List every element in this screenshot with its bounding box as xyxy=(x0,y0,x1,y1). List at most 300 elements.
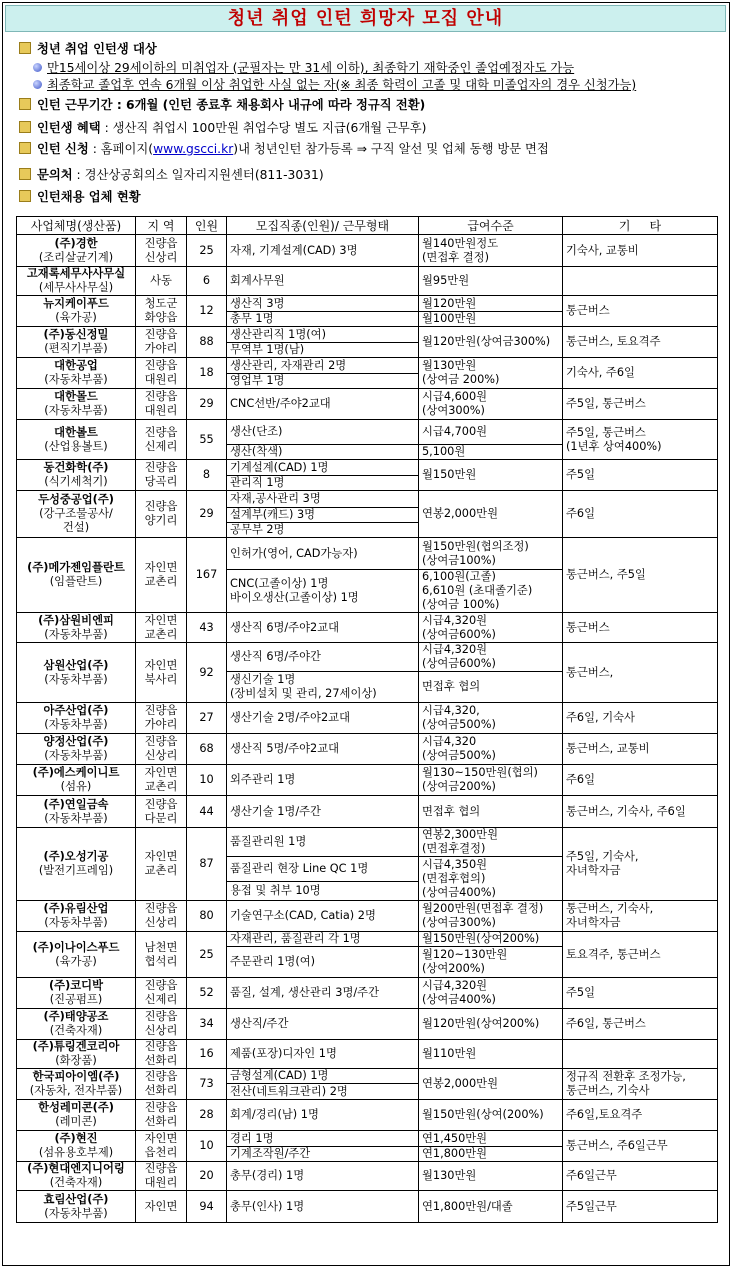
job-cell: 생산직 6명/주야2교대 xyxy=(227,613,419,643)
pay-cell: 6,100원(고졸) 6,610원 (초대졸기준) (상여금 100%) xyxy=(419,570,563,613)
job-cell: 무역부 1명(남) xyxy=(227,343,419,358)
company-name: 동건화학(주) xyxy=(43,461,109,474)
square-bullet-icon xyxy=(19,142,31,154)
square-bullet-icon xyxy=(19,121,31,133)
job-cell: 금형설계(CAD) 1명 xyxy=(227,1069,419,1084)
job-cell: 생산직 3명 xyxy=(227,296,419,312)
job-cell: 품질관리원 1명 xyxy=(227,828,419,857)
job-cell: 품질관리 현장 Line QC 1명 xyxy=(227,857,419,882)
etc-cell: 통근버스, 교통비 xyxy=(563,734,718,765)
job-cell: 생산(단조) xyxy=(227,420,419,445)
company-product: (자동차부품) xyxy=(44,1206,108,1220)
section-contact-label: 문의처 xyxy=(37,168,73,182)
job-cell: 생산(착색) xyxy=(227,445,419,460)
job-cell: 자재, 기계설계(CAD) 3명 xyxy=(227,235,419,267)
company-name: 한성레미콘(주) xyxy=(38,1101,114,1114)
header-pay: 급여수준 xyxy=(419,217,563,235)
company-product: (세무사사무실) xyxy=(38,281,114,294)
etc-cell: 주5일 xyxy=(563,460,718,491)
pay-cell: 월100만원 xyxy=(419,312,563,327)
region-cell: 자인면 교촌리 xyxy=(136,613,187,643)
company-name: (주)경한 xyxy=(54,236,98,250)
company-cell xyxy=(17,1069,136,1100)
region-cell: 진량읍 신제리 xyxy=(136,420,187,460)
region-cell: 청도군 화양읍 xyxy=(136,296,187,327)
company-name: (주)태양공조 xyxy=(43,1010,109,1023)
company-cell xyxy=(17,643,136,703)
headcount-cell: 34 xyxy=(187,1009,227,1040)
company-name: 고재록세무사사무실 xyxy=(26,267,126,280)
pay-cell: 면접후 협의 xyxy=(419,796,563,828)
section-benefit-text: : 생산직 취업시 100만원 취업수당 별도 지급(6개월 근무후) xyxy=(100,121,427,135)
headcount-cell: 80 xyxy=(187,901,227,932)
headcount-cell: 68 xyxy=(187,734,227,765)
pay-cell: 연1,450만원 xyxy=(419,1131,563,1147)
company-product: (진공펌프) xyxy=(49,993,103,1006)
table-row xyxy=(17,358,718,374)
company-cell xyxy=(17,1009,136,1040)
headcount-cell: 44 xyxy=(187,796,227,828)
company-name: (주)메가젠임플란트 xyxy=(27,561,125,574)
table-row xyxy=(17,296,718,312)
company-product: (자동차부품) xyxy=(44,373,108,386)
company-name: 뉴지케이푸드 xyxy=(43,297,109,310)
region-cell: 진량읍 대원리 xyxy=(136,1162,187,1191)
region-cell: 진량읍 당곡리 xyxy=(136,460,187,491)
section-period xyxy=(19,97,425,113)
company-name: (주)이나이스푸드 xyxy=(32,940,120,954)
headcount-cell: 55 xyxy=(187,420,227,460)
job-cell: 생산직/주간 xyxy=(227,1009,419,1040)
job-cell: 공무부 2명 xyxy=(227,523,419,538)
table-row xyxy=(17,765,718,796)
company-product: (식기세척기) xyxy=(44,475,108,488)
pay-cell: 월120만원(상여금300%) xyxy=(419,327,563,358)
company-product: (자동차부품) xyxy=(44,627,108,641)
company-cell xyxy=(17,1191,136,1223)
company-cell xyxy=(17,460,136,491)
pay-cell: 월120만원 xyxy=(419,296,563,312)
section-apply-pre: : 홈페이지( xyxy=(88,142,154,156)
job-cell: 생산관리직 1명(여) xyxy=(227,327,419,343)
header-jobs: 모집직종(인원)/ 근무형태 xyxy=(227,217,419,235)
company-product: (건축자재) xyxy=(49,1024,103,1037)
company-cell xyxy=(17,1040,136,1069)
table-header-row xyxy=(17,217,718,235)
company-product: (화장품) xyxy=(55,1054,97,1067)
job-cell: 경리 1명 xyxy=(227,1131,419,1147)
job-cell: 자재관리, 품질관리 각 1명 xyxy=(227,932,419,947)
pay-cell: 시급4,700원 xyxy=(419,420,563,445)
etc-cell: 주6일근무 xyxy=(563,1162,718,1191)
target-item-2 xyxy=(33,77,636,93)
pay-cell: 월150만원(상여(200%) xyxy=(419,1100,563,1131)
company-cell xyxy=(17,1131,136,1162)
etc-cell xyxy=(563,267,718,296)
pay-cell: 월95만원 xyxy=(419,267,563,296)
company-name: (주)에스케이니트 xyxy=(32,766,120,779)
etc-cell: 통근버스 xyxy=(563,613,718,643)
header-etc: 기 타 xyxy=(563,217,718,235)
headcount-cell: 16 xyxy=(187,1040,227,1069)
table-row xyxy=(17,1100,718,1131)
company-product: (임플란트) xyxy=(49,575,103,588)
pay-cell: 시급4,320 (상여금500%) xyxy=(419,734,563,765)
job-cell: 생신기술 1명 (장비설치 및 관리, 27세이상) xyxy=(227,672,419,703)
pay-cell: 시급4,350원 (면접후협의) (상여금400%) xyxy=(419,857,563,901)
square-bullet-icon xyxy=(19,98,31,110)
job-cell: 설계부(캐드) 3명 xyxy=(227,508,419,523)
headcount-cell: 27 xyxy=(187,703,227,734)
table-row xyxy=(17,235,718,267)
page-title: 청년 취업 인턴 희망자 모집 안내 xyxy=(227,8,504,29)
pay-cell: 시급4,320원 (상여금400%) xyxy=(419,978,563,1009)
headcount-cell: 12 xyxy=(187,296,227,327)
etc-cell: 통근버스, 기숙사, 주6일 xyxy=(563,796,718,828)
company-cell xyxy=(17,1100,136,1131)
headcount-cell: 28 xyxy=(187,1100,227,1131)
table-row xyxy=(17,460,718,476)
section-benefit xyxy=(19,120,426,136)
company-product: (자동차부품) xyxy=(44,916,108,929)
etc-cell: 기숙사, 주6일 xyxy=(563,358,718,389)
table-row xyxy=(17,267,718,296)
headcount-cell: 52 xyxy=(187,978,227,1009)
etc-cell: 기숙사, 교통비 xyxy=(563,235,718,267)
pay-cell: 시급4,600원 (상여300%) xyxy=(419,389,563,420)
section-companies xyxy=(19,189,141,205)
pay-cell: 월150만원(협의조정) (상여금100%) xyxy=(419,538,563,570)
company-name: 삼원산업(주) xyxy=(43,658,109,672)
square-bullet-icon xyxy=(19,190,31,202)
pay-cell: 연봉2,000만원 xyxy=(419,491,563,538)
table-row xyxy=(17,828,718,857)
target-item-2-text: 최종학교 졸업후 연속 6개월 이상 취업한 사실 없는 자(※ 최종 학력이 고졸 및 대학 미졸업자의 경우 신청가능) xyxy=(47,78,637,92)
company-product: (산업용볼트) xyxy=(44,439,108,453)
company-name: 두성중공업(주) xyxy=(38,493,114,506)
table-row xyxy=(17,901,718,932)
pay-cell: 시급4,320원 (상여금600%) xyxy=(419,643,563,672)
headcount-cell: 29 xyxy=(187,389,227,420)
company-name: (주)코디박 xyxy=(49,979,103,992)
company-product: (섬유용호부제) xyxy=(38,1146,114,1159)
table-row xyxy=(17,613,718,643)
table-row xyxy=(17,389,718,420)
table-row xyxy=(17,1009,718,1040)
job-cell: 회계사무원 xyxy=(227,267,419,296)
table-row xyxy=(17,327,718,343)
region-cell: 자인면 xyxy=(136,1191,187,1223)
table-row xyxy=(17,420,718,445)
region-cell: 진량읍 선화리 xyxy=(136,1100,187,1131)
region-cell: 자인면 북사리 xyxy=(136,643,187,703)
company-cell xyxy=(17,978,136,1009)
job-cell: 외주관리 1명 xyxy=(227,765,419,796)
headcount-cell: 92 xyxy=(187,643,227,703)
pay-cell: 월130만원 (상여금 200%) xyxy=(419,358,563,389)
etc-cell: 주5일근무 xyxy=(563,1191,718,1223)
company-cell xyxy=(17,796,136,828)
table-row xyxy=(17,1191,718,1223)
job-cell: 생산기술 2명/주야2교대 xyxy=(227,703,419,734)
square-bullet-icon xyxy=(19,168,31,180)
company-product: (건축자재) xyxy=(49,1176,103,1189)
region-cell: 자인면 읍천리 xyxy=(136,1131,187,1162)
etc-cell: 주5일, 통근버스 (1년후 상여400%) xyxy=(563,420,718,460)
company-product: (섬유) xyxy=(60,780,92,793)
job-cell: 생산직 5명/주야2교대 xyxy=(227,734,419,765)
headcount-cell: 8 xyxy=(187,460,227,491)
company-cell xyxy=(17,538,136,613)
etc-cell: 주5일, 통근버스 xyxy=(563,389,718,420)
table-row xyxy=(17,978,718,1009)
region-cell: 진량읍 가야리 xyxy=(136,703,187,734)
job-cell: 생산기술 1명/주간 xyxy=(227,796,419,828)
company-name: 양정산업(주) xyxy=(43,735,109,748)
company-product: (자동차부품) xyxy=(44,811,108,825)
section-target-label: 청년 취업 인턴생 대상 xyxy=(37,42,157,56)
company-name: (주)오성기공 xyxy=(43,850,109,863)
company-cell xyxy=(17,734,136,765)
job-cell: 관리직 1명 xyxy=(227,476,419,491)
job-cell: 영업부 1명 xyxy=(227,374,419,389)
region-cell: 진량읍 신상리 xyxy=(136,901,187,932)
company-product: (자동차부품) xyxy=(44,749,108,762)
region-cell: 진량읍 선화리 xyxy=(136,1069,187,1100)
region-cell: 진량읍 다문리 xyxy=(136,796,187,828)
pay-cell: 시급4,320, (상여금500%) xyxy=(419,703,563,734)
job-cell: 기계설계(CAD) 1명 xyxy=(227,460,419,476)
headcount-cell: 10 xyxy=(187,765,227,796)
table-row xyxy=(17,932,718,947)
table-row xyxy=(17,1131,718,1147)
company-product: (자동차부품) xyxy=(44,404,108,417)
job-cell: 생산관리, 자재관리 2명 xyxy=(227,358,419,374)
headcount-cell: 10 xyxy=(187,1131,227,1162)
job-cell: CNC선반/주야2교대 xyxy=(227,389,419,420)
region-cell: 진량읍 대원리 xyxy=(136,358,187,389)
header-company: 사업체명(생산품) xyxy=(17,217,136,235)
etc-cell: 주5일, 기숙사, 자녀학자금 xyxy=(563,828,718,901)
header-count: 인원 xyxy=(187,217,227,235)
region-cell: 남천면 협석리 xyxy=(136,932,187,978)
job-cell: CNC(고졸이상) 1명 바이오생산(고졸이상) 1명 xyxy=(227,570,419,613)
company-table xyxy=(16,216,718,1223)
section-apply-label: 인턴 신청 xyxy=(37,142,89,156)
section-apply-post: )내 청년인턴 참가등록 ⇒ 구직 알선 및 업체 동행 방문 면접 xyxy=(233,142,549,156)
table-row xyxy=(17,491,718,508)
company-cell xyxy=(17,932,136,978)
job-cell: 제품(포장)디자인 1명 xyxy=(227,1040,419,1069)
headcount-cell: 167 xyxy=(187,538,227,613)
homepage-link[interactable]: www.gscci.kr xyxy=(153,142,234,156)
header-region: 지 역 xyxy=(136,217,187,235)
company-cell xyxy=(17,765,136,796)
region-cell: 진량읍 신상리 xyxy=(136,1009,187,1040)
company-name: (주)유림산업 xyxy=(43,902,109,915)
company-cell xyxy=(17,235,136,267)
etc-cell: 통근버스, 주5일 xyxy=(563,538,718,613)
region-cell: 진량읍 선화리 xyxy=(136,1040,187,1069)
company-name: 효림산업(주) xyxy=(43,1192,109,1206)
headcount-cell: 87 xyxy=(187,828,227,901)
company-name: 아주산업(주) xyxy=(43,704,109,717)
company-cell xyxy=(17,828,136,901)
title-banner xyxy=(5,5,726,32)
pay-cell: 월130~150만원(협의) (상여금200%) xyxy=(419,765,563,796)
company-product: (편직기부품) xyxy=(44,342,108,355)
etc-cell: 토요격주, 통근버스 xyxy=(563,932,718,978)
company-product: (육가공) xyxy=(55,311,97,324)
etc-cell: 주6일 xyxy=(563,765,718,796)
company-cell xyxy=(17,703,136,734)
table-row xyxy=(17,643,718,672)
target-item-1 xyxy=(33,60,574,76)
company-product: (조리살균기계) xyxy=(38,250,114,264)
company-name: (주)동신정밀 xyxy=(43,328,109,341)
region-cell: 사동 xyxy=(136,267,187,296)
region-cell: 진량읍 양기리 xyxy=(136,491,187,538)
job-cell: 총무(인사) 1명 xyxy=(227,1191,419,1223)
pay-cell: 5,100원 xyxy=(419,445,563,460)
company-cell xyxy=(17,613,136,643)
job-cell: 생산직 6명/주야간 xyxy=(227,643,419,672)
pay-cell: 월120~130만원 (상여200%) xyxy=(419,947,563,978)
round-bullet-icon xyxy=(33,63,42,72)
headcount-cell: 25 xyxy=(187,932,227,978)
company-cell xyxy=(17,296,136,327)
square-bullet-icon xyxy=(19,42,31,54)
pay-cell: 면접후 협의 xyxy=(419,672,563,703)
headcount-cell: 20 xyxy=(187,1162,227,1191)
section-period-text: 인턴 근무기간 : 6개월 (인턴 종료후 채용회사 내규에 따라 정규직 전환) xyxy=(37,98,426,112)
headcount-cell: 43 xyxy=(187,613,227,643)
headcount-cell: 25 xyxy=(187,235,227,267)
pay-cell: 시급4,320원 (상여금600%) xyxy=(419,613,563,643)
table-row xyxy=(17,1069,718,1084)
table-row xyxy=(17,703,718,734)
company-name: 대한볼트 xyxy=(54,425,98,439)
company-product: (강구조물공사/ 건설) xyxy=(39,507,113,534)
company-product: (자동차부품) xyxy=(44,672,108,686)
company-cell xyxy=(17,491,136,538)
company-product: (육가공) xyxy=(55,954,97,968)
company-product: (발전기프레임) xyxy=(38,864,114,877)
section-benefit-label: 인턴생 혜택 xyxy=(37,121,101,135)
target-item-1-text: 만15세이상 29세이하의 미취업자 (군필자는 만 31세 이하), 최종학기 재학중인 졸업예정자도 가능 xyxy=(47,61,575,75)
company-name: 대한공업 xyxy=(54,359,98,372)
job-cell: 총무 1명 xyxy=(227,312,419,327)
pay-cell: 월110만원 xyxy=(419,1040,563,1069)
pay-cell: 연1,800만원 xyxy=(419,1147,563,1162)
job-cell: 기계조작원/주간 xyxy=(227,1147,419,1162)
region-cell: 진량읍 대원리 xyxy=(136,389,187,420)
etc-cell: 주6일 xyxy=(563,491,718,538)
company-cell xyxy=(17,358,136,389)
company-product: (레미콘) xyxy=(55,1115,97,1128)
etc-cell: 통근버스 xyxy=(563,296,718,327)
company-cell xyxy=(17,327,136,358)
region-cell: 진량읍 신상리 xyxy=(136,734,187,765)
company-name: (주)삼원비엔피 xyxy=(38,613,114,627)
pay-cell: 연1,800만원/대졸 xyxy=(419,1191,563,1223)
job-cell: 총무(경리) 1명 xyxy=(227,1162,419,1191)
job-cell: 품질, 설계, 생산관리 3명/주간 xyxy=(227,978,419,1009)
table-row xyxy=(17,1040,718,1069)
company-cell xyxy=(17,1162,136,1191)
etc-cell: 통근버스, 기숙사, 자녀학자금 xyxy=(563,901,718,932)
pay-cell: 연봉2,000만원 xyxy=(419,1069,563,1100)
pay-cell: 월120만원(상여200%) xyxy=(419,1009,563,1040)
region-cell: 자인면 교촌리 xyxy=(136,538,187,613)
etc-cell: 정규직 전환후 조정가능, 통근버스, 기숙사 xyxy=(563,1069,718,1100)
headcount-cell: 18 xyxy=(187,358,227,389)
job-cell: 용접 및 취부 10명 xyxy=(227,882,419,901)
job-cell: 인허가(영어, CAD가능자) xyxy=(227,538,419,570)
company-name: (주)튜링겐코리아 xyxy=(32,1040,120,1053)
section-target xyxy=(19,41,157,57)
job-cell: 기술연구소(CAD, Catia) 2명 xyxy=(227,901,419,932)
pay-cell: 월130만원 xyxy=(419,1162,563,1191)
headcount-cell: 94 xyxy=(187,1191,227,1223)
company-product: (자동차부품) xyxy=(44,718,108,731)
region-cell: 자인면 교촌리 xyxy=(136,765,187,796)
etc-cell: 주6일, 기숙사 xyxy=(563,703,718,734)
job-cell: 자재,공사관리 3명 xyxy=(227,491,419,508)
company-product: (자동차, 전자부품) xyxy=(29,1084,123,1097)
headcount-cell: 73 xyxy=(187,1069,227,1100)
pay-cell: 월150만원(상여200%) xyxy=(419,932,563,947)
company-cell xyxy=(17,267,136,296)
section-contact xyxy=(19,167,324,183)
etc-cell: 통근버스, 주6일근무 xyxy=(563,1131,718,1162)
company-name: (주)현진 xyxy=(54,1132,98,1145)
region-cell: 진량읍 신상리 xyxy=(136,235,187,267)
company-cell xyxy=(17,389,136,420)
pay-cell: 월140만원정도 (면접후 결정) xyxy=(419,235,563,267)
headcount-cell: 6 xyxy=(187,267,227,296)
job-cell: 전산(네트워크관리) 2명 xyxy=(227,1084,419,1100)
headcount-cell: 88 xyxy=(187,327,227,358)
pay-cell: 월150만원 xyxy=(419,460,563,491)
table-row xyxy=(17,734,718,765)
section-companies-label: 인턴채용 업체 현황 xyxy=(37,190,141,204)
region-cell: 자인면 교촌리 xyxy=(136,828,187,901)
section-contact-text: : 경산상공회의소 일자리지원센터(811-3031) xyxy=(72,168,324,182)
pay-cell: 연봉2,300만원 (면접후결정) xyxy=(419,828,563,857)
company-cell xyxy=(17,420,136,460)
company-name: 대한몰드 xyxy=(54,390,98,403)
company-cell xyxy=(17,901,136,932)
etc-cell: 통근버스, 토요격주 xyxy=(563,327,718,358)
round-bullet-icon xyxy=(33,80,42,89)
etc-cell: 주6일, 통근버스 xyxy=(563,1009,718,1040)
table-row xyxy=(17,538,718,570)
table-row xyxy=(17,796,718,828)
job-cell: 회계/경리(남) 1명 xyxy=(227,1100,419,1131)
company-name: 한국피아이엠(주) xyxy=(32,1070,120,1083)
table-row xyxy=(17,1162,718,1191)
etc-cell: 통근버스, xyxy=(563,643,718,703)
pay-cell: 월200만원(면접후 결정) (상여금300%) xyxy=(419,901,563,932)
etc-cell xyxy=(563,1040,718,1069)
section-apply xyxy=(19,141,549,157)
company-name: (주)현대엔지니어링 xyxy=(27,1162,125,1175)
etc-cell: 주5일 xyxy=(563,978,718,1009)
region-cell: 진량읍 가야리 xyxy=(136,327,187,358)
headcount-cell: 29 xyxy=(187,491,227,538)
job-cell: 주문관리 1명(여) xyxy=(227,947,419,978)
